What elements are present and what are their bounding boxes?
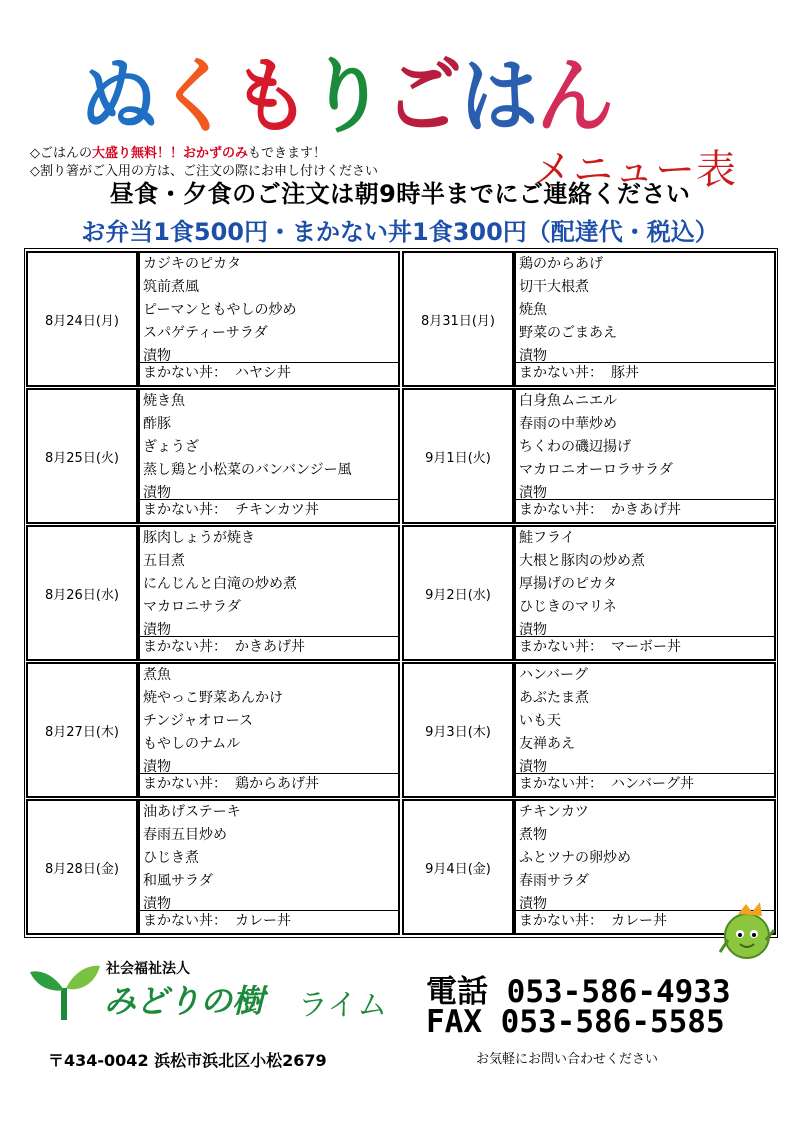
bowl-name: かきあげ丼 bbox=[611, 502, 681, 518]
dish-item: 漬物 bbox=[519, 759, 547, 775]
bowl-prefix: まかない丼： bbox=[143, 365, 227, 381]
dish-item: 大根と豚肉の炒め煮 bbox=[519, 553, 645, 569]
menu-items bbox=[138, 251, 400, 387]
menu-date: 8月27日(木) bbox=[26, 662, 138, 798]
dish-item: あぶたま煮 bbox=[519, 690, 589, 706]
dish-item: ハンバーグ bbox=[519, 667, 589, 683]
dish-item: にんじんと白滝の炒め煮 bbox=[143, 576, 297, 592]
dish-item: カジキのピカタ bbox=[143, 256, 241, 272]
dish-item: 油あげステーキ bbox=[143, 804, 241, 820]
bowl-name: 鶏からあげ丼 bbox=[235, 776, 319, 792]
bowl-line bbox=[140, 499, 398, 522]
fax-label: FAX bbox=[426, 1004, 482, 1040]
menu-date: 9月1日(火) bbox=[402, 388, 514, 524]
dish-item: ひじき煮 bbox=[143, 850, 199, 866]
bowl-name: かきあげ丼 bbox=[235, 639, 305, 655]
bowl-prefix: まかない丼： bbox=[519, 365, 603, 381]
dish-item: チンジャオロース bbox=[143, 713, 253, 729]
menu-items bbox=[138, 799, 400, 935]
bowl-prefix: まかない丼： bbox=[143, 502, 227, 518]
phone-label: 電話 bbox=[426, 974, 488, 1010]
dish-item: 焼魚 bbox=[519, 302, 547, 318]
bowl-line bbox=[140, 910, 398, 933]
bowl-name: ハヤシ丼 bbox=[235, 365, 291, 381]
bowl-prefix: まかない丼： bbox=[519, 639, 603, 655]
note-chopsticks: ◇割り箸がご入用の方は、ご注文の際にお申し付けください bbox=[30, 164, 378, 179]
lime-mascot-icon bbox=[716, 900, 778, 974]
dish-item: ふとツナの卵炒め bbox=[519, 850, 631, 866]
order-deadline-headline: 昼食・夕食のご注文は朝9時半までにご連絡ください bbox=[109, 180, 691, 208]
dish-item: ぎょうざ bbox=[143, 439, 199, 455]
bowl-line bbox=[516, 499, 774, 522]
bowl-prefix: まかない丼： bbox=[143, 776, 227, 792]
menu-date: 8月25日(火) bbox=[26, 388, 138, 524]
bowl-prefix: まかない丼： bbox=[143, 913, 227, 929]
menu-date: 9月4日(金) bbox=[402, 799, 514, 935]
menu-date: 8月24日(月) bbox=[26, 251, 138, 387]
dish-item: 厚揚げのピカタ bbox=[519, 576, 617, 592]
dish-item: 切干大根煮 bbox=[519, 279, 589, 295]
corp-type: 社会福祉法人 bbox=[106, 961, 190, 977]
dish-item: 漬物 bbox=[519, 896, 547, 912]
dish-item: チキンカツ bbox=[519, 804, 589, 820]
title-char: ご bbox=[384, 49, 461, 145]
corp-name: みどりの樹 bbox=[104, 982, 265, 1020]
dish-item: もやしのナムル bbox=[143, 736, 241, 752]
bowl-line bbox=[516, 362, 774, 385]
bowl-line bbox=[516, 773, 774, 796]
menu-date: 9月2日(水) bbox=[402, 525, 514, 661]
dish-item: 春雨サラダ bbox=[519, 873, 589, 889]
dish-item: 五目煮 bbox=[143, 553, 185, 569]
dish-item: 漬物 bbox=[143, 622, 171, 638]
dish-item: 鮭フライ bbox=[519, 530, 575, 546]
dish-item: 漬物 bbox=[143, 348, 171, 364]
dish-item: 煮魚 bbox=[143, 667, 171, 683]
bowl-name: ハンバーグ丼 bbox=[611, 776, 695, 792]
dish-item: 蒸し鶏と小松菜のバンバンジー風 bbox=[143, 462, 352, 478]
menu-table bbox=[24, 248, 778, 938]
address: 〒434-0042 浜松市浜北区小松2679 bbox=[48, 1051, 327, 1070]
note-large-portion bbox=[30, 142, 326, 161]
menu-items bbox=[138, 525, 400, 661]
bowl-line bbox=[140, 362, 398, 385]
menu-items bbox=[138, 388, 400, 524]
title-char: は bbox=[460, 49, 537, 145]
contact-note: お気軽にお問い合わせください bbox=[476, 1052, 659, 1067]
menu-date: 8月31日(月) bbox=[402, 251, 514, 387]
dish-item: 漬物 bbox=[143, 896, 171, 912]
dish-item: 筑前煮風 bbox=[143, 279, 199, 295]
bowl-name: 豚丼 bbox=[611, 365, 639, 381]
bowl-name: マーボー丼 bbox=[611, 639, 681, 655]
title-char: く bbox=[156, 49, 233, 145]
bowl-prefix: まかない丼： bbox=[519, 502, 603, 518]
note-prefix: ◇ごはんの bbox=[30, 146, 92, 161]
menu-date: 9月3日(木) bbox=[402, 662, 514, 798]
fax-line bbox=[426, 1004, 725, 1040]
leaf-logo-icon bbox=[28, 958, 102, 1026]
corp-sub-name: ライム bbox=[298, 988, 388, 1023]
dish-item: 酢豚 bbox=[143, 416, 171, 432]
menu-items bbox=[514, 662, 776, 798]
fax-number: 053-586-5585 bbox=[500, 1004, 725, 1040]
page-title bbox=[80, 49, 613, 145]
menu-date: 8月28日(金) bbox=[26, 799, 138, 935]
dish-item: マカロニオーロラサラダ bbox=[519, 462, 673, 478]
dish-item: 友禅あえ bbox=[519, 736, 575, 752]
dish-item: 漬物 bbox=[519, 622, 547, 638]
dish-item: マカロニサラダ bbox=[143, 599, 241, 615]
title-char: り bbox=[308, 49, 385, 145]
dish-item: 焼き魚 bbox=[143, 393, 185, 409]
bowl-prefix: まかない丼： bbox=[519, 776, 603, 792]
note-highlight: 大盛り無料！！おかずのみ bbox=[92, 146, 249, 161]
dish-item: 焼やっこ野菜あんかけ bbox=[143, 690, 283, 706]
dish-item: 漬物 bbox=[519, 485, 547, 501]
dish-item: 煮物 bbox=[519, 827, 547, 843]
title-char: ん bbox=[536, 49, 613, 145]
dish-item: ピーマンともやしの炒め bbox=[143, 302, 297, 318]
bowl-line bbox=[140, 773, 398, 796]
dish-item: いも天 bbox=[519, 713, 561, 729]
bowl-name: カレー丼 bbox=[611, 913, 667, 929]
dish-item: 春雨五目炒め bbox=[143, 827, 227, 843]
dish-item: 漬物 bbox=[143, 759, 171, 775]
bowl-prefix: まかない丼： bbox=[519, 913, 603, 929]
note-suffix: もできます！ bbox=[248, 146, 327, 161]
menu-date: 8月26日(水) bbox=[26, 525, 138, 661]
menu-items bbox=[138, 662, 400, 798]
page-subtitle: メニュー表 bbox=[532, 147, 737, 193]
bowl-line bbox=[516, 636, 774, 659]
dish-item: 野菜のごまあえ bbox=[519, 325, 617, 341]
bowl-prefix: まかない丼： bbox=[143, 639, 227, 655]
dish-item: 白身魚ムニエル bbox=[519, 393, 617, 409]
title-char: も bbox=[232, 49, 309, 145]
dish-item: 鶏のからあげ bbox=[519, 256, 603, 272]
dish-item: スパゲティーサラダ bbox=[143, 325, 268, 341]
menu-items bbox=[514, 525, 776, 661]
dish-item: 春雨の中華炒め bbox=[519, 416, 617, 432]
bowl-name: チキンカツ丼 bbox=[235, 502, 319, 518]
price-line: お弁当1食500円・まかない丼1食300円（配達代・税込） bbox=[81, 218, 719, 246]
dish-item: 和風サラダ bbox=[143, 873, 213, 889]
menu-items bbox=[514, 251, 776, 387]
dish-item: ちくわの磯辺揚げ bbox=[519, 439, 631, 455]
title-char: ぬ bbox=[80, 49, 157, 145]
bowl-name: カレー丼 bbox=[235, 913, 291, 929]
dish-item: ひじきのマリネ bbox=[519, 599, 617, 615]
menu-items bbox=[514, 388, 776, 524]
dish-item: 漬物 bbox=[519, 348, 547, 364]
dish-item: 漬物 bbox=[143, 485, 171, 501]
dish-item: 豚肉しょうが焼き bbox=[143, 530, 255, 546]
bowl-line bbox=[140, 636, 398, 659]
phone-number[interactable]: 053-586-4933 bbox=[506, 974, 731, 1010]
